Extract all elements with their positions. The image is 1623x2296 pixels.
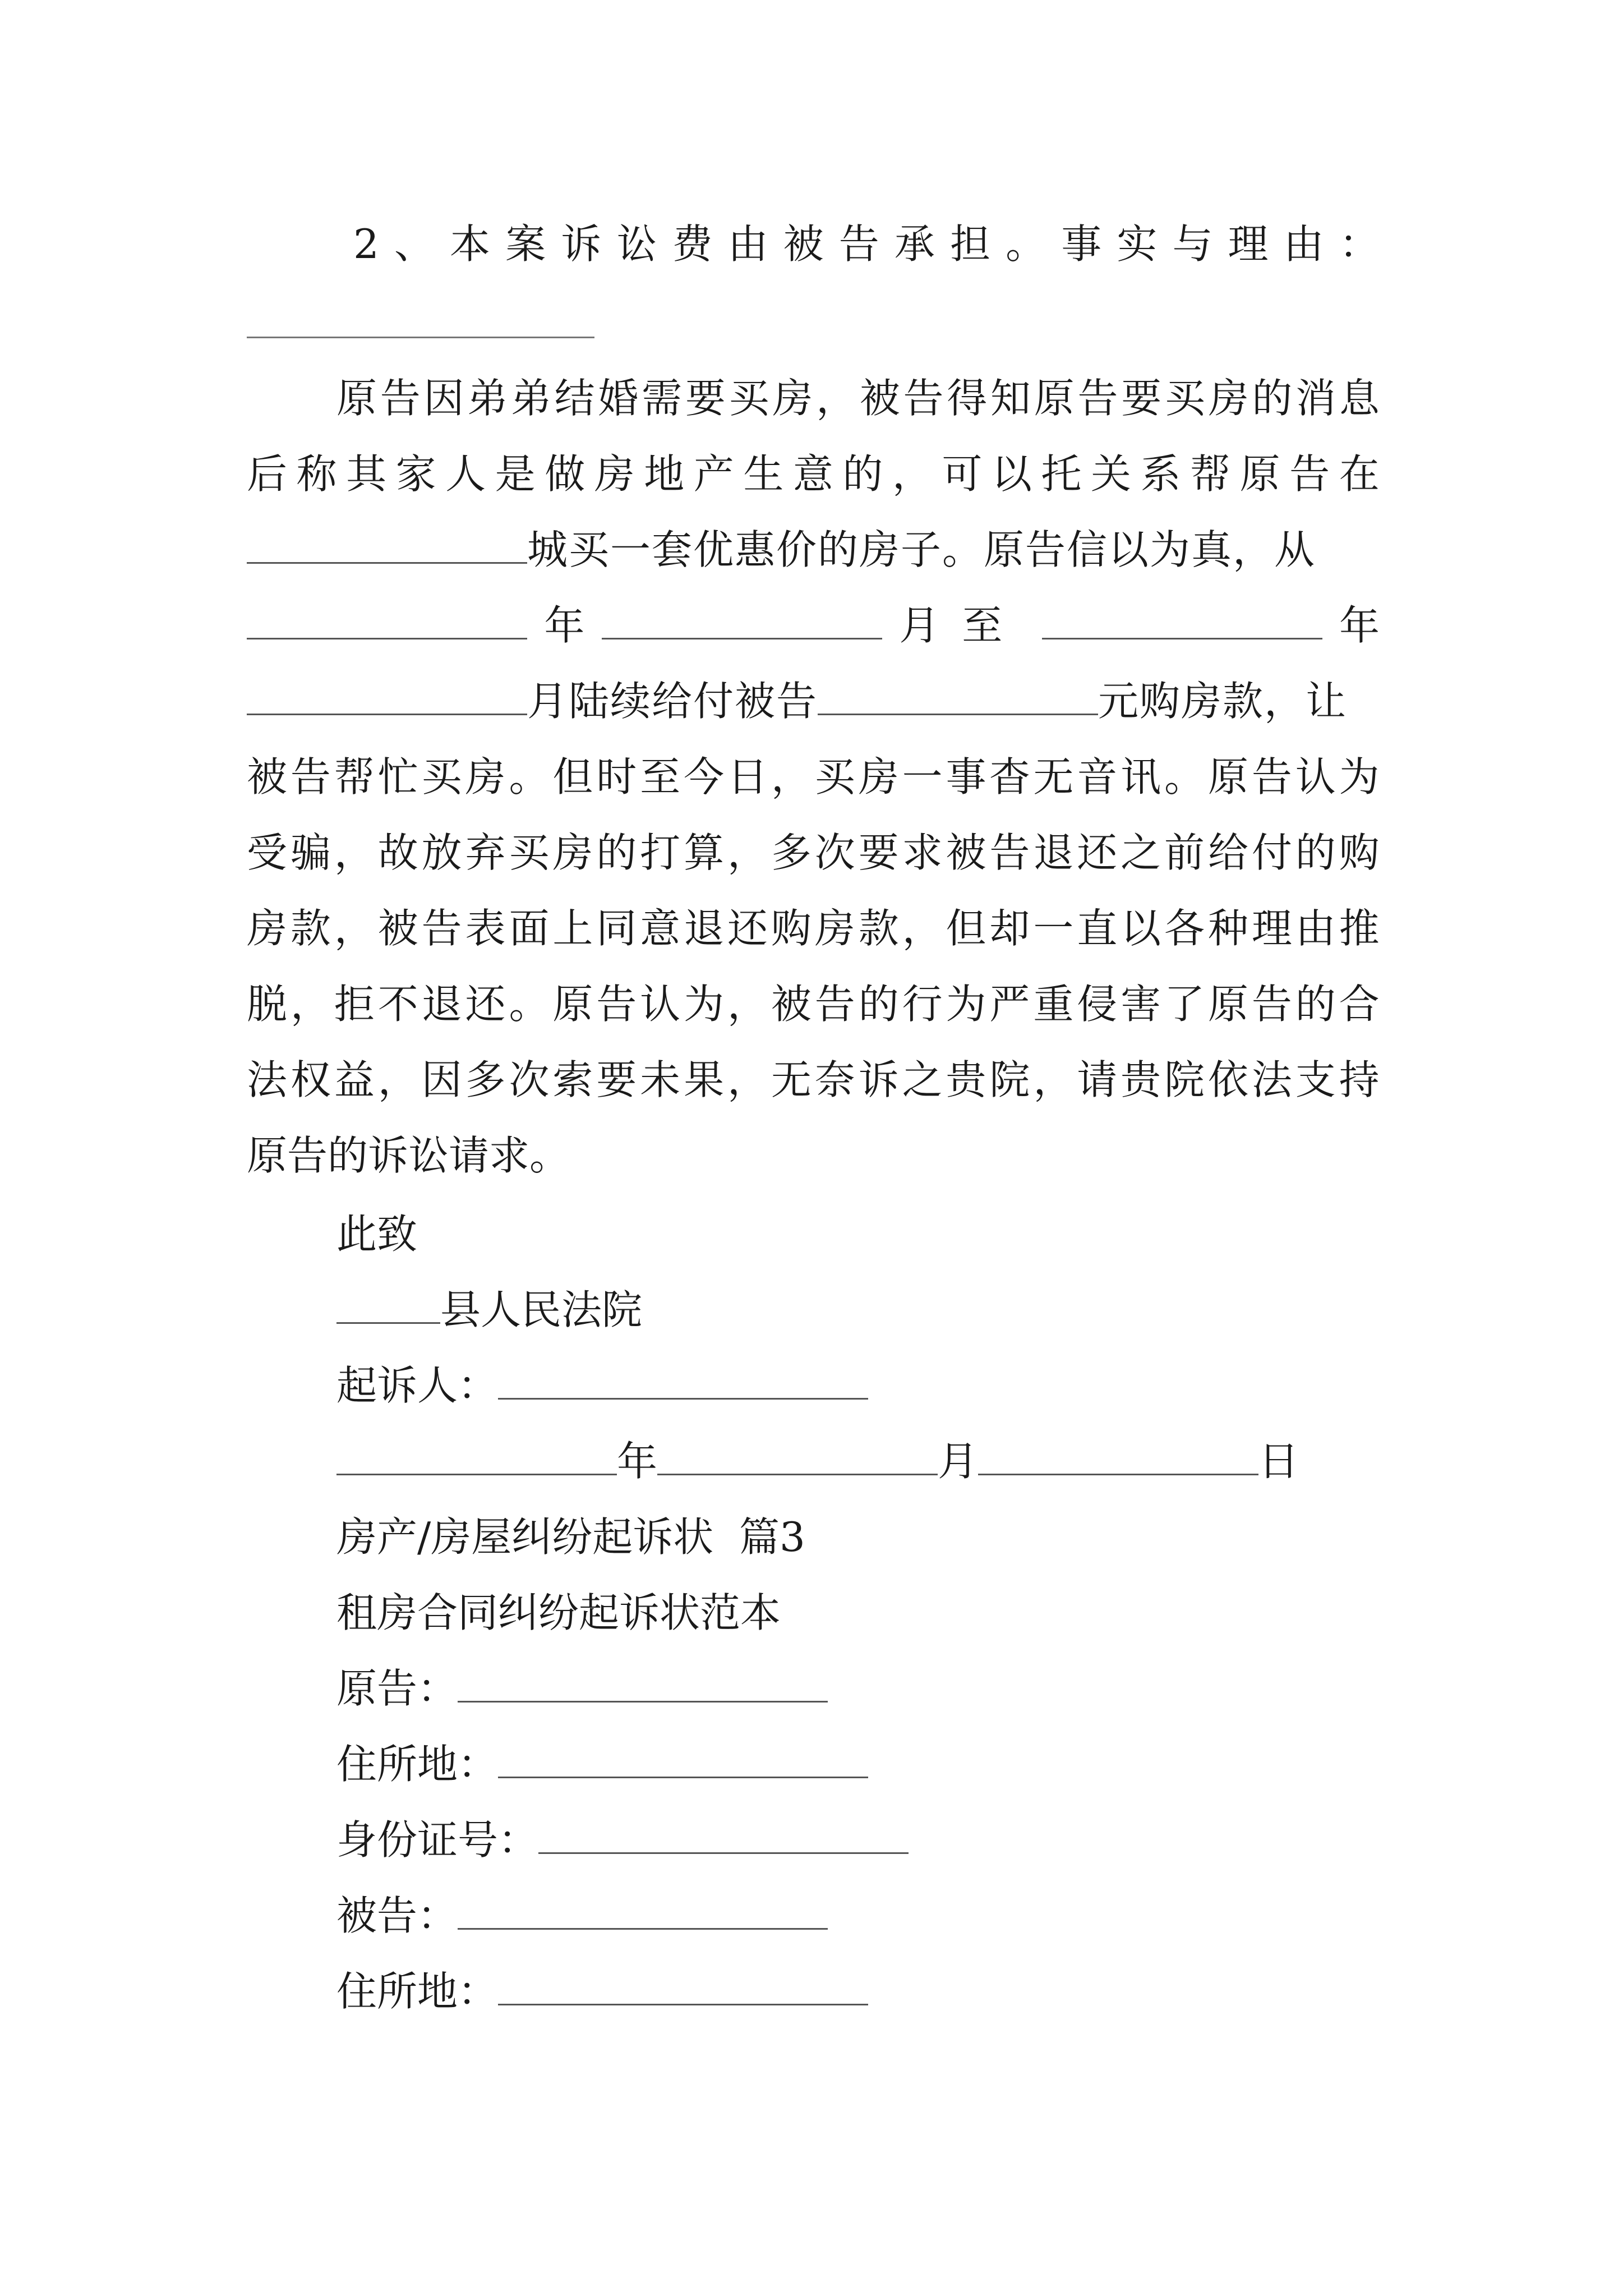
glyph: 本 bbox=[450, 220, 491, 268]
glyph: 但 bbox=[552, 753, 593, 800]
glyph: 购 bbox=[1339, 829, 1380, 876]
glyph: 脱 bbox=[247, 981, 288, 1028]
field-label: 身份证号： bbox=[336, 1816, 539, 1864]
field-defendant-address bbox=[336, 1963, 868, 2019]
glyph: 费 bbox=[672, 220, 713, 268]
field-id-number bbox=[336, 1812, 909, 1868]
glyph: 与 bbox=[1172, 220, 1213, 268]
glyph: 买 bbox=[1164, 375, 1205, 422]
glyph: 由 bbox=[1295, 905, 1336, 952]
glyph: 弟 bbox=[510, 375, 551, 422]
label-date-year: 年 bbox=[617, 1438, 658, 1485]
glyph: 被 bbox=[771, 981, 811, 1028]
label-month-to: 月至 bbox=[899, 602, 1025, 649]
label-year-2: 年 bbox=[1339, 602, 1380, 649]
glyph: 受 bbox=[247, 829, 288, 876]
glyph: 却 bbox=[989, 905, 1030, 952]
glyph: 请 bbox=[1077, 1056, 1118, 1103]
glyph: 做 bbox=[545, 450, 585, 498]
glyph: 诉 bbox=[858, 1056, 899, 1103]
glyph: 院 bbox=[989, 1056, 1030, 1103]
glyph: 无 bbox=[1033, 753, 1074, 800]
glyph: 告 bbox=[596, 981, 637, 1028]
glyph: 告 bbox=[903, 375, 944, 422]
glyph: 侵 bbox=[1077, 981, 1118, 1028]
blank-field[interactable] bbox=[498, 1743, 868, 1778]
glyph: 至 bbox=[640, 753, 681, 800]
glyph: 诉 bbox=[561, 220, 602, 268]
blank-date-year[interactable] bbox=[336, 1440, 617, 1475]
glyph: 告 bbox=[380, 375, 421, 422]
glyph: 还 bbox=[727, 905, 768, 952]
para-line-7 bbox=[247, 825, 1380, 881]
blank-city[interactable] bbox=[247, 528, 527, 564]
glyph: ， bbox=[334, 829, 375, 876]
separator-line bbox=[247, 337, 594, 338]
glyph: 消 bbox=[1295, 375, 1336, 422]
glyph: 打 bbox=[640, 829, 681, 876]
glyph: 原 bbox=[1207, 981, 1248, 1028]
glyph: 由 bbox=[727, 220, 768, 268]
glyph: ， bbox=[290, 981, 331, 1028]
glyph: 讼 bbox=[616, 220, 657, 268]
glyph: 的 bbox=[842, 450, 883, 498]
glyph: ， bbox=[727, 829, 768, 876]
salutation: 此致 bbox=[336, 1211, 418, 1258]
glyph: 认 bbox=[1295, 753, 1336, 800]
glyph: ， bbox=[771, 753, 811, 800]
glyph: 贵 bbox=[1121, 1056, 1161, 1103]
glyph: 实 bbox=[1117, 220, 1158, 268]
glyph: 推 bbox=[1339, 905, 1380, 952]
glyph: 买 bbox=[728, 375, 769, 422]
glyph: 系 bbox=[1140, 450, 1181, 498]
field-defendant bbox=[336, 1888, 828, 1944]
glyph: 音 bbox=[1077, 753, 1118, 800]
glyph: 关 bbox=[1091, 450, 1132, 498]
glyph: 多 bbox=[465, 1056, 506, 1103]
glyph: ， bbox=[892, 450, 933, 498]
glyph: 还 bbox=[1077, 829, 1118, 876]
glyph: 的 bbox=[858, 981, 899, 1028]
glyph: 原 bbox=[1207, 753, 1248, 800]
glyph: 要 bbox=[685, 375, 726, 422]
glyph: 原 bbox=[1034, 375, 1075, 422]
glyph: 意 bbox=[640, 905, 681, 952]
glyph: 贵 bbox=[946, 1056, 986, 1103]
glyph: 的 bbox=[1295, 829, 1336, 876]
date-line bbox=[336, 1433, 1299, 1489]
glyph: 之 bbox=[902, 1056, 943, 1103]
glyph: 行 bbox=[902, 981, 943, 1028]
para-line-9 bbox=[247, 976, 1380, 1032]
glyph: 事 bbox=[1061, 220, 1102, 268]
blank-month-to[interactable] bbox=[247, 680, 527, 715]
glyph: 产 bbox=[693, 450, 734, 498]
blank-plaintiff-sign[interactable] bbox=[498, 1364, 868, 1400]
blank-date-day[interactable] bbox=[978, 1440, 1258, 1475]
label-date-month: 月 bbox=[938, 1438, 979, 1485]
glyph: 担 bbox=[950, 220, 991, 268]
glyph: 退 bbox=[1033, 829, 1074, 876]
glyph: 付 bbox=[1251, 829, 1292, 876]
glyph: 帮 bbox=[1190, 450, 1231, 498]
court-name: 县人民法院 bbox=[440, 1286, 643, 1333]
glyph: 今 bbox=[684, 753, 725, 800]
glyph: 要 bbox=[858, 829, 899, 876]
para-line-1 bbox=[336, 370, 1380, 426]
blank-field[interactable] bbox=[458, 1894, 828, 1930]
glyph: 款 bbox=[290, 905, 331, 952]
glyph: 放 bbox=[421, 829, 462, 876]
plaintiff-sign-line bbox=[336, 1358, 868, 1414]
glyph: 的 bbox=[1252, 375, 1293, 422]
field-plaintiff-address bbox=[336, 1736, 868, 1792]
glyph: 表 bbox=[465, 905, 506, 952]
glyph: 时 bbox=[596, 753, 637, 800]
glyph: 益 bbox=[334, 1056, 375, 1103]
glyph: 给 bbox=[1207, 829, 1248, 876]
glyph: 因 bbox=[423, 375, 464, 422]
glyph: 结 bbox=[554, 375, 595, 422]
glyph: 院 bbox=[1164, 1056, 1205, 1103]
glyph: 。 bbox=[1164, 753, 1205, 800]
glyph: 其 bbox=[346, 450, 387, 498]
glyph: 得 bbox=[947, 375, 988, 422]
glyph: 无 bbox=[771, 1056, 811, 1103]
glyph: 。 bbox=[1006, 220, 1046, 268]
glyph: 原 bbox=[1239, 450, 1280, 498]
glyph: 生 bbox=[743, 450, 784, 498]
label-year: 年 bbox=[544, 602, 585, 649]
prayer-item-2 bbox=[353, 216, 1380, 272]
blank-field[interactable] bbox=[498, 1970, 868, 2005]
para-line-11: 原告的诉讼请求。 bbox=[247, 1132, 570, 1179]
glyph: 人 bbox=[445, 450, 486, 498]
glyph: 后 bbox=[247, 450, 288, 498]
glyph: 未 bbox=[640, 1056, 681, 1103]
glyph: ， bbox=[377, 1056, 418, 1103]
glyph: 在 bbox=[1339, 450, 1380, 498]
glyph: 退 bbox=[421, 981, 462, 1028]
glyph: 要 bbox=[1121, 375, 1162, 422]
field-plaintiff bbox=[336, 1660, 828, 1717]
para-line-2 bbox=[247, 446, 1380, 502]
glyph: 2 bbox=[353, 220, 379, 268]
glyph: 直 bbox=[1077, 905, 1118, 952]
glyph: 是 bbox=[495, 450, 536, 498]
glyph: 。 bbox=[509, 981, 550, 1028]
glyph: ， bbox=[816, 375, 857, 422]
glyph: 托 bbox=[1041, 450, 1082, 498]
glyph: 重 bbox=[1033, 981, 1074, 1028]
para-line-10 bbox=[247, 1052, 1380, 1108]
glyph: 前 bbox=[1164, 829, 1205, 876]
glyph: 支 bbox=[1295, 1056, 1336, 1103]
blank-field[interactable] bbox=[458, 1667, 828, 1703]
glyph: 奈 bbox=[814, 1056, 855, 1103]
blank-county[interactable] bbox=[336, 1289, 440, 1324]
section-heading: 房产/房屋纠纷起诉状 篇3 bbox=[336, 1513, 805, 1561]
para-line-6 bbox=[247, 749, 1380, 805]
glyph: 原 bbox=[336, 375, 377, 422]
glyph: 持 bbox=[1339, 1056, 1380, 1103]
glyph: 地 bbox=[644, 450, 685, 498]
glyph: 被 bbox=[377, 905, 418, 952]
glyph: 房 bbox=[772, 375, 813, 422]
section-subtitle: 租房合同纠纷起诉状范本 bbox=[336, 1589, 781, 1636]
glyph: 上 bbox=[552, 905, 593, 952]
glyph: 购 bbox=[771, 905, 811, 952]
blank-month-from[interactable] bbox=[602, 604, 882, 639]
glyph: 可 bbox=[942, 450, 983, 498]
glyph: 房 bbox=[247, 905, 288, 952]
glyph: ， bbox=[334, 905, 375, 952]
glyph: 以 bbox=[1121, 905, 1161, 952]
glyph: 害 bbox=[1121, 981, 1161, 1028]
blank-amount[interactable] bbox=[818, 680, 1098, 715]
glyph: 婚 bbox=[598, 375, 639, 422]
glyph: 被 bbox=[946, 829, 986, 876]
glyph: 告 bbox=[838, 220, 879, 268]
glyph: ， bbox=[1033, 1056, 1074, 1103]
glyph: 案 bbox=[505, 220, 546, 268]
para-line-3-text: 城买一套优惠价的房子。原告信以为真，从 bbox=[527, 526, 1316, 573]
glyph: 买 bbox=[421, 753, 462, 800]
glyph: 家 bbox=[395, 450, 436, 498]
glyph: 法 bbox=[247, 1056, 288, 1103]
glyph: 认 bbox=[640, 981, 681, 1028]
glyph: 知 bbox=[990, 375, 1031, 422]
glyph: 帮 bbox=[334, 753, 375, 800]
glyph: 为 bbox=[684, 981, 725, 1028]
glyph: 由 bbox=[1283, 220, 1324, 268]
glyph: 还 bbox=[465, 981, 506, 1028]
glyph: 告 bbox=[1251, 753, 1292, 800]
glyph: 多 bbox=[771, 829, 811, 876]
glyph: 讯 bbox=[1121, 753, 1161, 800]
glyph: 退 bbox=[684, 905, 725, 952]
glyph: 骗 bbox=[290, 829, 331, 876]
glyph: 同 bbox=[596, 905, 637, 952]
glyph: 被 bbox=[247, 753, 288, 800]
blank-date-month[interactable] bbox=[657, 1440, 938, 1475]
glyph: 被 bbox=[783, 220, 824, 268]
glyph: 杳 bbox=[989, 753, 1030, 800]
field-label: 原告： bbox=[336, 1665, 458, 1712]
field-label: 住所地： bbox=[336, 1968, 499, 2015]
glyph: 合 bbox=[1339, 981, 1380, 1028]
glyph: 一 bbox=[1033, 905, 1074, 952]
glyph: 之 bbox=[1121, 829, 1161, 876]
glyph: 故 bbox=[377, 829, 418, 876]
glyph: 日 bbox=[727, 753, 768, 800]
blank-year-from[interactable] bbox=[247, 604, 527, 639]
glyph: 求 bbox=[902, 829, 943, 876]
para-line-5-b: 元购房款，让 bbox=[1098, 678, 1348, 725]
glyph: 房 bbox=[1208, 375, 1249, 422]
glyph: ， bbox=[727, 981, 768, 1028]
glyph: 弃 bbox=[465, 829, 506, 876]
glyph: 事 bbox=[946, 753, 986, 800]
glyph: 次 bbox=[814, 829, 855, 876]
glyph: 理 bbox=[1251, 905, 1292, 952]
glyph: 告 bbox=[989, 829, 1030, 876]
glyph: 拒 bbox=[334, 981, 375, 1028]
glyph: 种 bbox=[1207, 905, 1248, 952]
glyph: 告 bbox=[1077, 375, 1118, 422]
glyph: 买 bbox=[814, 753, 855, 800]
glyph: 房 bbox=[858, 753, 899, 800]
glyph: 权 bbox=[290, 1056, 331, 1103]
glyph: 告 bbox=[421, 905, 462, 952]
blank-field[interactable] bbox=[538, 1819, 909, 1854]
glyph: 弟 bbox=[467, 375, 508, 422]
glyph: 房 bbox=[814, 905, 855, 952]
glyph: 为 bbox=[946, 981, 986, 1028]
glyph: 要 bbox=[596, 1056, 637, 1103]
para-line-5 bbox=[247, 673, 1347, 729]
glyph: ， bbox=[902, 905, 943, 952]
glyph: 依 bbox=[1207, 1056, 1248, 1103]
glyph: 被 bbox=[859, 375, 900, 422]
glyph: 房 bbox=[552, 829, 593, 876]
glyph: 。 bbox=[509, 753, 550, 800]
para-line-5-a: 月陆续给付被告 bbox=[527, 678, 818, 725]
glyph: 、 bbox=[394, 220, 435, 268]
glyph: 各 bbox=[1164, 905, 1205, 952]
glyph: 为 bbox=[1339, 753, 1380, 800]
plaintiff-sign-label: 起诉人： bbox=[336, 1362, 499, 1409]
glyph: 但 bbox=[946, 905, 986, 952]
glyph: 算 bbox=[684, 829, 725, 876]
para-line-8 bbox=[247, 900, 1380, 956]
glyph: 承 bbox=[894, 220, 935, 268]
court-line bbox=[336, 1282, 642, 1338]
glyph: 告 bbox=[1289, 450, 1330, 498]
glyph: 买 bbox=[509, 829, 550, 876]
para-line-4 bbox=[247, 597, 1380, 654]
field-label: 住所地： bbox=[336, 1741, 499, 1788]
glyph: 法 bbox=[1251, 1056, 1292, 1103]
glyph: 的 bbox=[1295, 981, 1336, 1028]
glyph: 的 bbox=[596, 829, 637, 876]
glyph: 告 bbox=[1251, 981, 1292, 1028]
glyph: 以 bbox=[991, 450, 1032, 498]
glyph: 称 bbox=[296, 450, 337, 498]
para-line-3 bbox=[247, 522, 1316, 578]
glyph: 了 bbox=[1164, 981, 1205, 1028]
glyph: 忙 bbox=[377, 753, 418, 800]
field-label: 被告： bbox=[336, 1892, 458, 1939]
glyph: 索 bbox=[552, 1056, 593, 1103]
glyph: 息 bbox=[1339, 375, 1380, 422]
glyph: 因 bbox=[421, 1056, 462, 1103]
glyph: 一 bbox=[902, 753, 943, 800]
glyph: 意 bbox=[792, 450, 833, 498]
glyph: 严 bbox=[989, 981, 1030, 1028]
glyph: 款 bbox=[858, 905, 899, 952]
label-date-day: 日 bbox=[1258, 1438, 1299, 1485]
glyph: 告 bbox=[814, 981, 855, 1028]
glyph: 果 bbox=[684, 1056, 725, 1103]
glyph: 告 bbox=[290, 753, 331, 800]
glyph: 房 bbox=[465, 753, 506, 800]
glyph: 不 bbox=[377, 981, 418, 1028]
glyph: ， bbox=[727, 1056, 768, 1103]
glyph: 理 bbox=[1228, 220, 1269, 268]
glyph: 面 bbox=[509, 905, 550, 952]
glyph: 原 bbox=[552, 981, 593, 1028]
blank-year-to[interactable] bbox=[1042, 604, 1322, 639]
glyph: 次 bbox=[509, 1056, 550, 1103]
glyph: 房 bbox=[594, 450, 635, 498]
glyph: 需 bbox=[642, 375, 683, 422]
glyph: ： bbox=[1339, 220, 1380, 268]
